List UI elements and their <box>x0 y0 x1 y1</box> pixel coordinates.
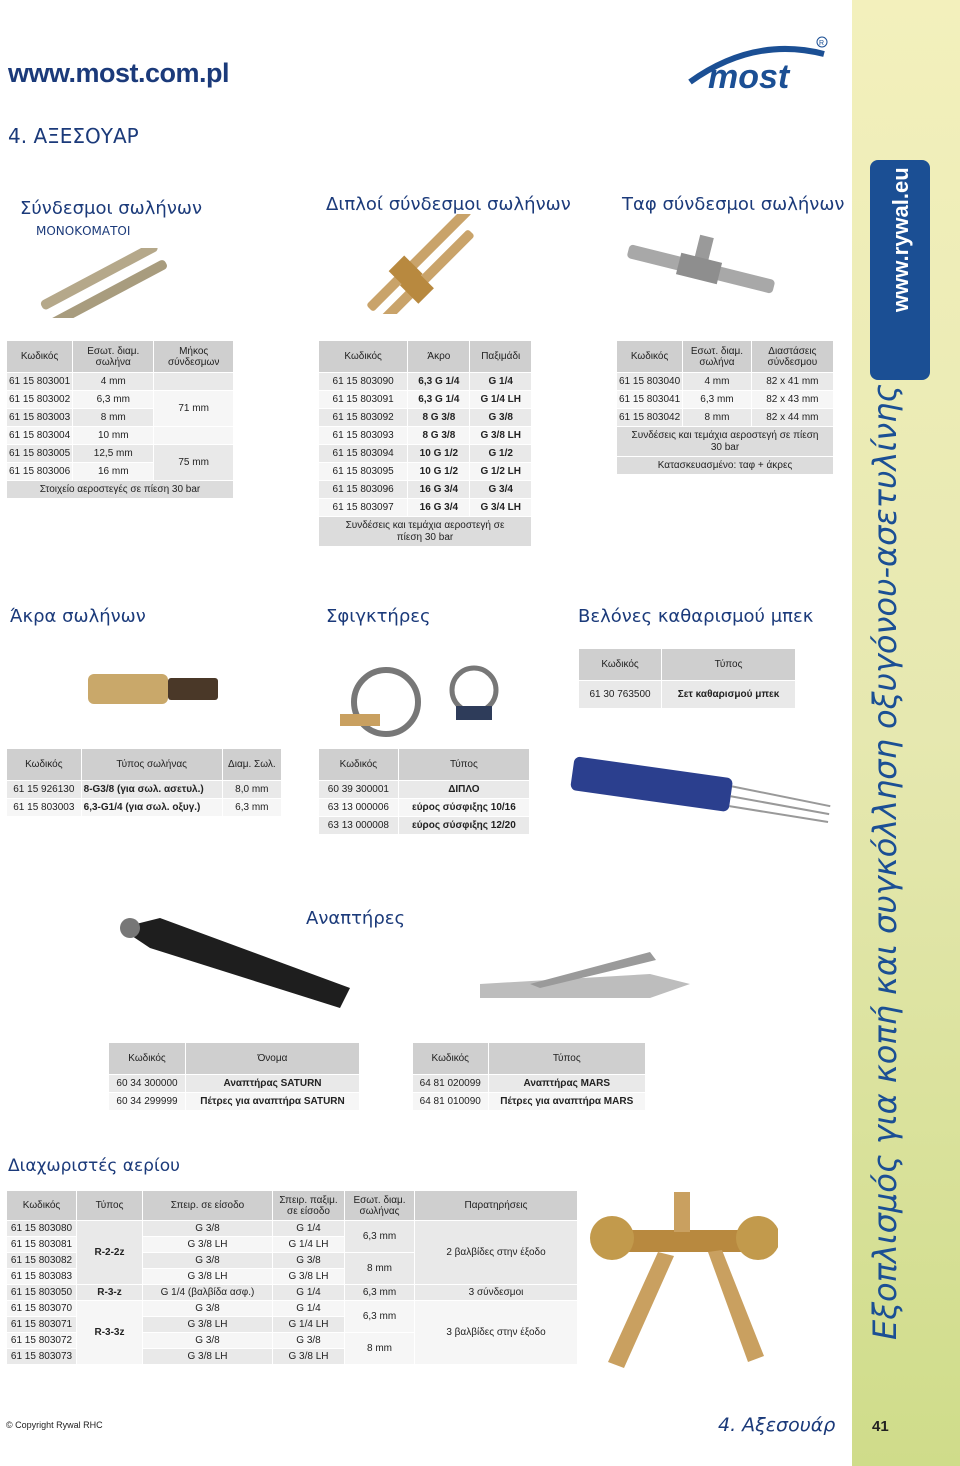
cell: G 3/8 <box>273 1253 345 1269</box>
cell: 61 15 803081 <box>7 1237 77 1253</box>
cell: 6,3 mm <box>345 1301 415 1333</box>
note: 30 bar <box>710 441 740 453</box>
cell: 61 15 803071 <box>7 1317 77 1333</box>
cell: 6,3 mm <box>345 1221 415 1253</box>
cell: Σετ καθαρισμού μπεκ <box>662 681 796 709</box>
cell: G 1/4 (βαλβίδα ασφ.) <box>143 1285 273 1301</box>
hose-end-image <box>80 660 230 724</box>
cell: 10 mm <box>73 427 154 445</box>
cell: 61 15 803002 <box>7 391 73 409</box>
cell: 75 mm <box>154 445 234 481</box>
connectors-table <box>6 340 234 499</box>
gas-splitter-image <box>588 1182 778 1386</box>
cell: Αναπτήρας SATURN <box>186 1075 360 1093</box>
tee-connector-image <box>620 232 780 326</box>
cell: 6,3 mm <box>683 391 752 409</box>
cell: G 3/8 LH <box>273 1349 345 1365</box>
cell: 82 x 41 mm <box>751 373 833 391</box>
cell: 2 βαλβίδες στην έξοδο <box>415 1221 578 1285</box>
cell: 61 15 803083 <box>7 1269 77 1285</box>
cell: 61 15 803070 <box>7 1301 77 1317</box>
cell: εύρος σύσφιξης 12/20 <box>398 817 529 835</box>
double-connector-image <box>354 214 494 318</box>
cell: 82 x 44 mm <box>751 409 833 427</box>
cell: 61 15 803093 <box>319 427 408 445</box>
col-header: Κωδικός <box>319 341 408 373</box>
cell: ΔΙΠΛΟ <box>398 781 529 799</box>
cell: 61 15 803080 <box>7 1221 77 1237</box>
cell: 61 15 803095 <box>319 463 408 481</box>
col-header: Κωδικός <box>319 749 399 781</box>
cell: 61 15 803096 <box>319 481 408 499</box>
cell: 61 15 803097 <box>319 499 408 517</box>
cell: 16 G 3/4 <box>408 499 470 517</box>
section-title-connectors: Σύνδεσμοι σωλήνων <box>20 198 202 219</box>
cell: 61 15 803091 <box>319 391 408 409</box>
cell: 8 mm <box>345 1333 415 1365</box>
cell: 61 15 803005 <box>7 445 73 463</box>
tip-cleaners-table <box>578 648 796 709</box>
section-title-hose-ends: Άκρα σωλήνων <box>10 606 146 627</box>
cell: 61 15 803001 <box>7 373 73 391</box>
cell: 6,3 mm <box>345 1285 415 1301</box>
col-header: Τύπος σωλήνας <box>81 749 222 781</box>
cell: G 3/8 LH <box>143 1317 273 1333</box>
mars-lighter-image <box>470 944 700 1038</box>
col-header: Παρατηρήσεις <box>415 1191 578 1221</box>
cell: 8-G3/8 (για σωλ. ασετυλ.) <box>81 781 222 799</box>
clamps-table <box>318 748 530 835</box>
page-number: 41 <box>872 1418 889 1435</box>
section-title-tip-cleaners: Βελόνες καθαρισμού μπεκ <box>578 606 814 627</box>
cell: 64 81 020099 <box>413 1075 489 1093</box>
cell: 60 39 300001 <box>319 781 399 799</box>
cell: G 1/4 <box>470 373 532 391</box>
cell: 61 15 803050 <box>7 1285 77 1301</box>
most-logo <box>684 36 832 92</box>
logo-text: most <box>708 58 790 92</box>
section-title-gas-splitters: Διαχωριστές αερίου <box>8 1156 180 1176</box>
cell: 8 mm <box>345 1253 415 1285</box>
cell: G 1/4 <box>273 1285 345 1301</box>
col-header: Τύπος <box>488 1043 646 1075</box>
cell: G 1/4 LH <box>470 391 532 409</box>
cell: 61 15 803042 <box>617 409 683 427</box>
cell: 3 βαλβίδες στην έξοδο <box>415 1301 578 1365</box>
note: Στοιχείο αεροστεγές σε πίεση 30 bar <box>7 481 234 499</box>
cell: 10 G 1/2 <box>408 445 470 463</box>
badge-text: www.rywal.eu <box>888 167 913 312</box>
cell: 63 13 000006 <box>319 799 399 817</box>
cell: 61 15 803003 <box>7 409 73 427</box>
cell: 60 34 300000 <box>109 1075 186 1093</box>
col-header: Κωδικός <box>617 341 683 373</box>
cell: G 3/8 LH <box>143 1269 273 1285</box>
tee-connectors-table <box>616 340 834 475</box>
cell: 6,3 mm <box>222 799 281 817</box>
col-header: Παξιμάδι <box>470 341 532 373</box>
cell: Αναπτήρας MARS <box>488 1075 646 1093</box>
cell: εύρος σύσφιξης 10/16 <box>398 799 529 817</box>
section-title-clamps: Σφιγκτήρες <box>326 606 431 627</box>
cell: 6,3 G 1/4 <box>408 391 470 409</box>
hose-connector-image <box>28 248 178 322</box>
cell: 6,3 mm <box>73 391 154 409</box>
cell: 6,3-G1/4 (για σωλ. οξυγ.) <box>81 799 222 817</box>
lighters-table-right <box>412 1042 646 1111</box>
cell: 4 mm <box>683 373 752 391</box>
cell: 61 15 803003 <box>7 799 82 817</box>
cell: 60 34 299999 <box>109 1093 186 1111</box>
cell: G 3/8 <box>143 1221 273 1237</box>
cell: R-3-z <box>77 1285 143 1301</box>
lighters-table-left <box>108 1042 360 1111</box>
col-header: Εσωτ. διαμ. σωλήνα <box>73 341 154 373</box>
col-header: Κωδικός <box>413 1043 489 1075</box>
cell: G 3/8 LH <box>273 1269 345 1285</box>
col-header: Σπειρ. παξιμ. σε είσοδο <box>273 1191 345 1221</box>
tip-cleaner-image <box>560 754 840 848</box>
cell: G 1/4 <box>273 1301 345 1317</box>
cell: 61 15 803082 <box>7 1253 77 1269</box>
cell: 64 81 010090 <box>413 1093 489 1111</box>
col-header: Άκρο <box>408 341 470 373</box>
cell: G 1/4 LH <box>273 1237 345 1253</box>
note: Συνδέσεις και τεμάχια αεροστεγή σε πίεση <box>631 429 819 441</box>
col-header: Τύπος <box>662 649 796 681</box>
chapter-title: 4. ΑΞΕΣΟΥΑΡ <box>8 124 139 148</box>
site-url: www.most.com.pl <box>8 58 230 88</box>
cell: 16 G 3/4 <box>408 481 470 499</box>
col-header: Σπειρ. σε είσοδο <box>143 1191 273 1221</box>
col-header: Διαμ. Σωλ. <box>222 749 281 781</box>
cell: 4 mm <box>73 373 154 391</box>
col-header: Κωδικός <box>7 1191 77 1221</box>
col-header: Τύπος <box>398 749 529 781</box>
cell: 61 15 803006 <box>7 463 73 481</box>
col-header: Κωδικός <box>579 649 662 681</box>
cell: 61 15 803041 <box>617 391 683 409</box>
cell: G 3/8 <box>470 409 532 427</box>
sidebar-title: Εξοπλισμός για κοπή και συγκόλληση οξυγόνου-ασετυλίνης <box>866 383 904 1340</box>
cell: Πέτρες για αναπτήρα SATURN <box>186 1093 360 1111</box>
col-header: Κωδικός <box>7 341 73 373</box>
col-header: Εσωτ. διαμ. σωλήνας <box>345 1191 415 1221</box>
copyright: © Copyright Rywal RHC <box>6 1420 103 1430</box>
note: πίεση 30 bar <box>396 531 454 543</box>
cell: G 3/8 LH <box>143 1237 273 1253</box>
cell: 3 σύνδεσμοι <box>415 1285 578 1301</box>
cell: Πέτρες για αναπτήρα MARS <box>488 1093 646 1111</box>
col-header: Εσωτ. διαμ. σωλήνα <box>683 341 752 373</box>
cell: 61 15 803073 <box>7 1349 77 1365</box>
gas-splitters-table <box>6 1190 578 1365</box>
cell: G 3/8 <box>143 1333 273 1349</box>
double-connectors-table <box>318 340 532 547</box>
cell: 6,3 G 1/4 <box>408 373 470 391</box>
cell: 12,5 mm <box>73 445 154 463</box>
cell: G 3/4 LH <box>470 499 532 517</box>
cell: R-2-2z <box>77 1221 143 1285</box>
cell: 61 30 763500 <box>579 681 662 709</box>
clamp-image <box>326 650 526 754</box>
hose-ends-table <box>6 748 282 817</box>
section-title-double: Διπλοί σύνδεσμοι σωλήνων <box>326 194 571 215</box>
section-subtitle: ΜΟΝΟΚΟΜΑΤΟΙ <box>36 224 131 238</box>
section-title-tee: Ταφ σύνδεσμοι σωλήνων <box>622 194 845 215</box>
cell: 61 15 926130 <box>7 781 82 799</box>
note: Συνδέσεις και τεμάχια αεροστεγή σε <box>345 519 505 531</box>
cell: G 3/8 LH <box>470 427 532 445</box>
cell: R-3-3z <box>77 1301 143 1365</box>
cell: 8 mm <box>73 409 154 427</box>
cell: 61 15 803040 <box>617 373 683 391</box>
saturn-lighter-image <box>100 908 360 1022</box>
cell: 61 15 803092 <box>319 409 408 427</box>
cell: 8,0 mm <box>222 781 281 799</box>
cell: G 3/8 <box>143 1253 273 1269</box>
cell: 8 G 3/8 <box>408 409 470 427</box>
note: Κατασκευασμένο: ταφ + άκρες <box>617 457 834 475</box>
col-header: Κωδικός <box>7 749 82 781</box>
cell: G 3/8 LH <box>143 1349 273 1365</box>
col-header: Όνομα <box>186 1043 360 1075</box>
cell: 8 mm <box>683 409 752 427</box>
cell: G 1/4 <box>273 1221 345 1237</box>
cell: 63 13 000008 <box>319 817 399 835</box>
cell: 61 15 803090 <box>319 373 408 391</box>
col-header: Τύπος <box>77 1191 143 1221</box>
col-header: Κωδικός <box>109 1043 186 1075</box>
cell: 8 G 3/8 <box>408 427 470 445</box>
cell: 71 mm <box>154 391 234 427</box>
cell: G 3/8 <box>143 1301 273 1317</box>
cell: 61 15 803094 <box>319 445 408 463</box>
col-header: Μήκος σύνδεσμων <box>154 341 234 373</box>
svg-text:R: R <box>819 40 825 47</box>
cell: G 1/2 LH <box>470 463 532 481</box>
cell: 10 G 1/2 <box>408 463 470 481</box>
cell: G 3/4 <box>470 481 532 499</box>
cell: 61 15 803004 <box>7 427 73 445</box>
cell: 61 15 803072 <box>7 1333 77 1349</box>
col-header: Διαστάσεις σύνδεσμου <box>751 341 833 373</box>
section-title-lighters: Αναπτήρες <box>306 908 406 929</box>
footer-chapter: 4. Αξεσουάρ <box>718 1414 836 1436</box>
cell: 16 mm <box>73 463 154 481</box>
cell: 82 x 43 mm <box>751 391 833 409</box>
cell: G 1/2 <box>470 445 532 463</box>
cell: G 3/8 <box>273 1333 345 1349</box>
cell: G 1/4 LH <box>273 1317 345 1333</box>
